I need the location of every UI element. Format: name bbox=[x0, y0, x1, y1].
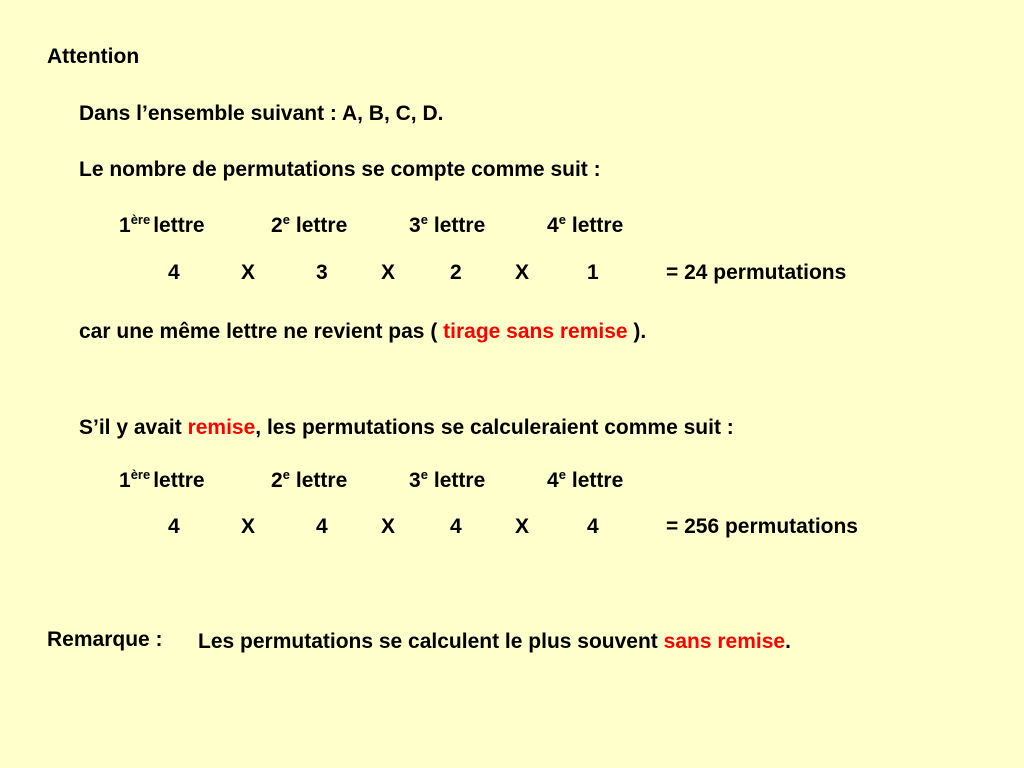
result: = 24 permutations bbox=[666, 261, 847, 284]
position-3 bbox=[409, 212, 486, 237]
replacement-intro-end: , les permutations se calculeraient comme suit : bbox=[255, 416, 734, 439]
position-2 bbox=[271, 212, 348, 237]
position-2 bbox=[271, 467, 348, 492]
multiply-sign: X bbox=[515, 515, 530, 538]
position-2-word: lettre bbox=[295, 469, 348, 492]
position-1-word: lettre bbox=[153, 214, 205, 237]
position-3-number: 3 bbox=[409, 214, 421, 237]
count-line: Le nombre de permutations se compte comme suit : bbox=[79, 158, 601, 181]
factor: 4 bbox=[168, 515, 180, 538]
replacement-intro-highlight: remise bbox=[187, 416, 256, 439]
position-2-number: 2 bbox=[271, 469, 283, 492]
position-4-suffix: e bbox=[558, 467, 566, 482]
position-1 bbox=[119, 212, 205, 237]
position-4-word: lettre bbox=[571, 214, 624, 237]
position-1 bbox=[119, 467, 205, 492]
factor: 4 bbox=[316, 515, 328, 538]
factor: 3 bbox=[316, 261, 328, 284]
reason-line bbox=[79, 321, 646, 342]
remark-end: . bbox=[785, 630, 791, 653]
remark-label: Remarque : bbox=[47, 628, 163, 651]
position-3-suffix: e bbox=[420, 467, 428, 482]
position-2-word: lettre bbox=[295, 214, 348, 237]
remark-line bbox=[198, 631, 791, 652]
position-2-number: 2 bbox=[271, 214, 283, 237]
multiply-sign: X bbox=[381, 515, 396, 538]
title: Attention bbox=[47, 45, 140, 68]
position-1-suffix: ère bbox=[130, 212, 151, 227]
factor: 1 bbox=[587, 261, 599, 284]
position-1-number: 1 bbox=[119, 469, 131, 492]
position-3-word: lettre bbox=[433, 469, 486, 492]
position-4-suffix: e bbox=[558, 212, 566, 227]
position-2-suffix: e bbox=[282, 212, 290, 227]
reason-end: ). bbox=[627, 320, 647, 343]
factor: 2 bbox=[450, 261, 462, 284]
position-4-number: 4 bbox=[547, 214, 559, 237]
factor: 4 bbox=[168, 261, 180, 284]
position-1-suffix: ère bbox=[130, 467, 151, 482]
position-2-suffix: e bbox=[282, 467, 290, 482]
multiply-sign: X bbox=[241, 261, 256, 284]
position-4 bbox=[547, 467, 624, 492]
position-3-number: 3 bbox=[409, 469, 421, 492]
multiply-sign: X bbox=[241, 515, 256, 538]
multiply-sign: X bbox=[515, 261, 530, 284]
position-4-number: 4 bbox=[547, 469, 559, 492]
factor: 4 bbox=[450, 515, 462, 538]
remark-highlight: sans remise bbox=[663, 630, 786, 653]
position-4-word: lettre bbox=[571, 469, 624, 492]
multiply-sign: X bbox=[381, 261, 396, 284]
result: = 256 permutations bbox=[666, 515, 858, 538]
factor: 4 bbox=[587, 515, 599, 538]
position-1-word: lettre bbox=[153, 469, 205, 492]
position-3-word: lettre bbox=[433, 214, 486, 237]
reason-highlight: tirage sans remise bbox=[443, 320, 628, 343]
position-3-suffix: e bbox=[420, 212, 428, 227]
replacement-intro-text: S’il y avait bbox=[79, 416, 188, 439]
reason-text: car une même lettre ne revient pas ( bbox=[79, 320, 444, 343]
intro-line: Dans l’ensemble suivant : A, B, C, D. bbox=[79, 102, 444, 125]
replacement-intro-line bbox=[79, 417, 734, 438]
remark-text: Les permutations se calculent le plus souvent bbox=[198, 630, 664, 653]
position-3 bbox=[409, 467, 486, 492]
position-4 bbox=[547, 212, 624, 237]
position-1-number: 1 bbox=[119, 214, 131, 237]
